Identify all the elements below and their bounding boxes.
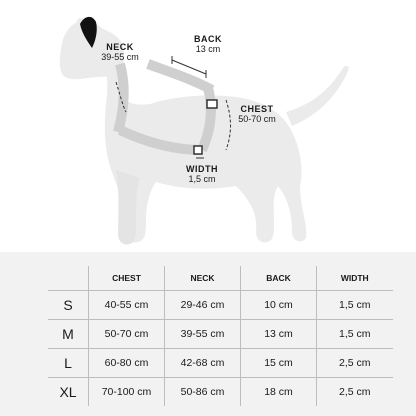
chest-value: 50-70 cm	[238, 114, 276, 125]
chest-title: CHEST	[240, 104, 274, 114]
table-row	[48, 349, 393, 378]
size-table	[48, 266, 393, 406]
back-cell: 18 cm	[241, 378, 317, 407]
back-title: BACK	[194, 34, 222, 44]
table-row	[48, 320, 393, 349]
size-header	[48, 266, 89, 291]
table-row	[48, 378, 393, 407]
back-value: 13 cm	[195, 44, 221, 55]
width-cell: 2,5 cm	[317, 378, 393, 407]
header-back: BACK	[241, 266, 317, 291]
neck-title: NECK	[106, 42, 134, 52]
chest-label	[232, 104, 282, 125]
header-chest: CHEST	[89, 266, 165, 291]
table-header-row	[48, 266, 393, 291]
neck-label	[98, 42, 142, 63]
neck-cell: 29-46 cm	[165, 291, 241, 320]
back-cell: 13 cm	[241, 320, 317, 349]
size-table-panel	[0, 252, 416, 416]
size-cell: M	[48, 320, 89, 349]
back-cell: 15 cm	[241, 349, 317, 378]
buckle-icon	[194, 146, 202, 154]
back-label	[186, 34, 230, 55]
neck-cell: 50-86 cm	[165, 378, 241, 407]
width-value: 1,5 cm	[188, 174, 216, 185]
chest-cell: 70-100 cm	[89, 378, 165, 407]
width-cell: 2,5 cm	[317, 349, 393, 378]
neck-value: 39-55 cm	[101, 52, 139, 63]
width-cell: 1,5 cm	[317, 291, 393, 320]
size-cell: S	[48, 291, 89, 320]
width-cell: 1,5 cm	[317, 320, 393, 349]
size-cell: L	[48, 349, 89, 378]
chest-cell: 40-55 cm	[89, 291, 165, 320]
table-row	[48, 291, 393, 320]
header-neck: NECK	[165, 266, 241, 291]
buckle-icon	[207, 100, 217, 108]
neck-cell: 42-68 cm	[165, 349, 241, 378]
chest-cell: 50-70 cm	[89, 320, 165, 349]
width-title: WIDTH	[186, 164, 218, 174]
size-cell: XL	[48, 378, 89, 407]
header-width: WIDTH	[317, 266, 393, 291]
chest-cell: 60-80 cm	[89, 349, 165, 378]
neck-cell: 39-55 cm	[165, 320, 241, 349]
width-label	[180, 164, 224, 185]
back-cell: 10 cm	[241, 291, 317, 320]
